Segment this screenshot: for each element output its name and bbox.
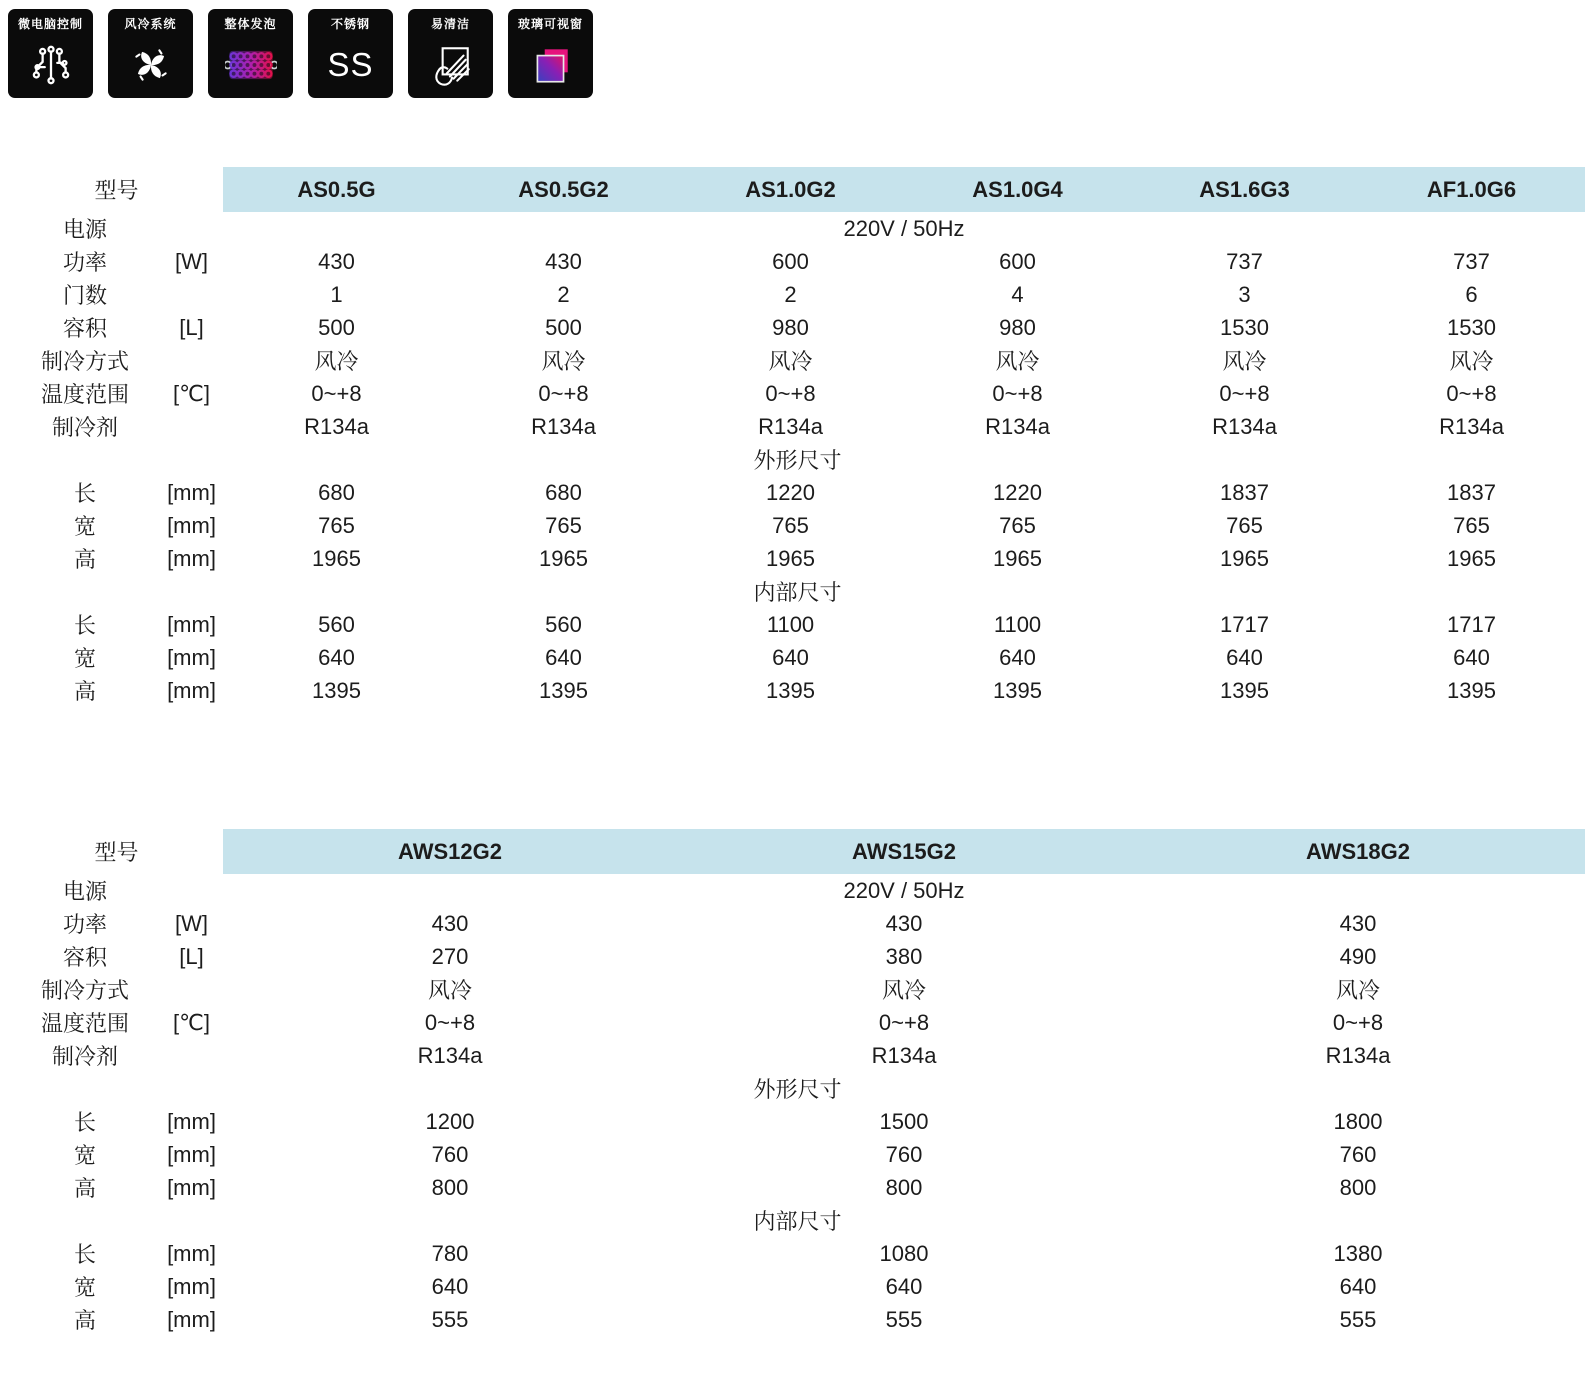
ss-text: SS xyxy=(327,46,374,83)
cell-value: 430 xyxy=(885,910,923,936)
cell-value: 0~+8 xyxy=(765,380,816,406)
cell-value: 555 xyxy=(885,1306,923,1332)
cell-value: R134a xyxy=(417,1042,483,1068)
cell-value: 640 xyxy=(431,1273,469,1299)
cell-value: 1965 xyxy=(1220,545,1269,571)
cell-value: 0~+8 xyxy=(424,1009,476,1035)
cell-value: 765 xyxy=(318,512,355,538)
cell-value: 800 xyxy=(885,1174,923,1200)
row-label: 制冷方式 xyxy=(40,349,129,374)
spec-table-2-wrap xyxy=(10,829,1585,1336)
cell-value: 风冷 xyxy=(428,978,473,1003)
feature-label: 易清洁 xyxy=(430,17,470,31)
table-row xyxy=(10,377,1585,410)
row-label: 容积 xyxy=(62,945,107,970)
table-row xyxy=(10,1270,1585,1303)
cell-value: 0~+8 xyxy=(538,380,589,406)
row-label: 温度范围 xyxy=(40,1011,129,1036)
cell-value: 640 xyxy=(318,644,355,670)
cell-value: 1100 xyxy=(993,611,1042,637)
cell-value: 1200 xyxy=(425,1108,475,1134)
table-row xyxy=(10,245,1585,278)
row-label: 长 xyxy=(73,1242,96,1267)
row-label: 宽 xyxy=(73,646,96,671)
cell-value: 490 xyxy=(1339,943,1377,969)
row-unit: [mm] xyxy=(167,479,216,505)
row-unit xyxy=(160,973,223,1006)
spec-table xyxy=(10,167,1585,707)
table-row xyxy=(10,575,1585,608)
cell-value: 270 xyxy=(431,943,469,969)
cell-value: 640 xyxy=(772,644,809,670)
table-row xyxy=(10,476,1585,509)
row-label: 高 xyxy=(73,1176,96,1201)
cell-value: 980 xyxy=(999,314,1036,340)
spec-table xyxy=(10,829,1585,1336)
table-row xyxy=(10,1105,1585,1138)
table-row xyxy=(10,443,1585,476)
cell-value: 风冷 xyxy=(1336,978,1381,1003)
row-unit: [mm] xyxy=(167,611,216,637)
feature-tile-foam xyxy=(208,9,293,98)
cell-value: 1717 xyxy=(1447,611,1496,637)
feature-label: 玻璃可视窗 xyxy=(517,17,583,31)
row-label: 容积 xyxy=(62,316,107,341)
cell-value: 765 xyxy=(1226,512,1263,538)
row-label: 高 xyxy=(73,679,96,704)
table-row xyxy=(10,874,1585,907)
cell-value: 560 xyxy=(545,611,582,637)
cell-value: 1800 xyxy=(1333,1108,1383,1134)
model-header: AS1.0G2 xyxy=(677,167,904,212)
table-row xyxy=(10,509,1585,542)
row-unit xyxy=(160,1039,223,1072)
cell-value: 1837 xyxy=(1220,479,1269,505)
cell-value: 640 xyxy=(1453,644,1490,670)
cell-value: 风冷 xyxy=(768,349,813,374)
cell-value: 980 xyxy=(772,314,809,340)
cell-value: 1965 xyxy=(993,545,1042,571)
cell-value: R134a xyxy=(304,413,369,439)
feature-label: 整体发泡 xyxy=(224,17,277,31)
cell-value: 737 xyxy=(1226,248,1263,274)
row-unit: [mm] xyxy=(167,1306,216,1332)
model-header: AS1.0G4 xyxy=(904,167,1131,212)
cell-value: 风冷 xyxy=(314,349,359,374)
cell-value: 500 xyxy=(318,314,355,340)
cell-value: 1395 xyxy=(766,677,815,703)
table-row xyxy=(10,907,1585,940)
cell-value: 1500 xyxy=(879,1108,929,1134)
row-label: 功率 xyxy=(62,912,107,937)
power-supply-value: 220V / 50Hz xyxy=(843,877,965,903)
table-row xyxy=(10,344,1585,377)
feature-tile-microcomputer xyxy=(8,9,93,98)
row-unit: [W] xyxy=(175,910,208,936)
row-label: 宽 xyxy=(73,1275,96,1300)
table-row xyxy=(10,1303,1585,1336)
cell-value: 1220 xyxy=(766,479,815,505)
row-unit: [mm] xyxy=(167,1240,216,1266)
feature-tile-air-cooling xyxy=(108,9,193,98)
table-row xyxy=(10,608,1585,641)
cell-value: R134a xyxy=(1212,413,1277,439)
cell-value: 1220 xyxy=(993,479,1042,505)
cell-value: 1965 xyxy=(312,545,361,571)
row-label: 功率 xyxy=(62,250,107,275)
model-header: AWS15G2 xyxy=(677,829,1131,874)
row-unit: [℃] xyxy=(173,380,210,406)
cell-value: 1395 xyxy=(539,677,588,703)
cell-value: 680 xyxy=(545,479,582,505)
cell-value: 6 xyxy=(1465,281,1478,307)
model-header-label: 型号 xyxy=(94,840,139,865)
cell-value: 3 xyxy=(1238,281,1251,307)
row-unit: [mm] xyxy=(167,644,216,670)
cell-value: 1395 xyxy=(312,677,361,703)
cell-value: 0~+8 xyxy=(1332,1009,1384,1035)
model-header: AWS18G2 xyxy=(1131,829,1585,874)
row-label: 制冷剂 xyxy=(51,415,118,440)
row-unit: [mm] xyxy=(167,1108,216,1134)
spec-table-1-wrap xyxy=(10,167,1585,707)
table-row xyxy=(10,973,1585,1006)
row-unit: [mm] xyxy=(167,1273,216,1299)
row-label: 长 xyxy=(73,613,96,638)
row-label: 长 xyxy=(73,481,96,506)
table-header-row xyxy=(10,167,1585,212)
stainless-steel-icon xyxy=(308,31,393,98)
feature-tile-stainless xyxy=(308,9,393,98)
feature-icon-strip xyxy=(8,9,593,98)
feature-label: 微电脑控制 xyxy=(17,17,83,31)
cell-value: 640 xyxy=(999,644,1036,670)
model-header: AS1.6G3 xyxy=(1131,167,1358,212)
air-cooling-fan-icon xyxy=(108,31,193,98)
row-unit xyxy=(160,410,223,443)
cell-value: 737 xyxy=(1453,248,1490,274)
table-row xyxy=(10,1039,1585,1072)
cell-value: 风冷 xyxy=(995,349,1040,374)
model-header: AWS12G2 xyxy=(223,829,677,874)
cell-value: 1965 xyxy=(766,545,815,571)
table-header-row xyxy=(10,829,1585,874)
cell-value: 2 xyxy=(784,281,797,307)
cell-value: R134a xyxy=(871,1042,937,1068)
table-row xyxy=(10,1204,1585,1237)
cell-value: 0~+8 xyxy=(1446,380,1497,406)
cell-value: 800 xyxy=(1339,1174,1377,1200)
model-header: AF1.0G6 xyxy=(1358,167,1585,212)
microcomputer-control-icon xyxy=(8,31,93,98)
model-header-label: 型号 xyxy=(94,178,139,203)
row-unit: [mm] xyxy=(167,512,216,538)
cell-value: 1717 xyxy=(1220,611,1269,637)
cell-value: 760 xyxy=(885,1141,923,1167)
cell-value: 555 xyxy=(1339,1306,1377,1332)
cell-value: 765 xyxy=(1453,512,1490,538)
cell-value: 1530 xyxy=(1220,314,1269,340)
feature-label: 风冷系统 xyxy=(124,17,177,31)
table-row xyxy=(10,212,1585,245)
glass-window-icon xyxy=(508,31,593,98)
cell-value: 640 xyxy=(1339,1273,1377,1299)
model-header: AS0.5G2 xyxy=(450,167,677,212)
row-label: 制冷方式 xyxy=(40,978,129,1003)
row-label: 门数 xyxy=(62,283,107,308)
cell-value: 760 xyxy=(431,1141,469,1167)
cell-value: 555 xyxy=(431,1306,469,1332)
row-label: 电源 xyxy=(62,217,107,242)
table-row xyxy=(10,940,1585,973)
cell-value: 4 xyxy=(1011,281,1024,307)
row-unit: [mm] xyxy=(167,677,216,703)
cell-value: 680 xyxy=(318,479,355,505)
cell-value: 1 xyxy=(330,281,343,307)
cell-value: 2 xyxy=(557,281,570,307)
cell-value: 风冷 xyxy=(882,978,927,1003)
cell-value: 430 xyxy=(431,910,469,936)
cell-value: 0~+8 xyxy=(1219,380,1270,406)
row-unit xyxy=(160,278,223,311)
easy-clean-icon xyxy=(408,31,493,98)
row-unit: [L] xyxy=(179,943,204,969)
cell-value: 765 xyxy=(999,512,1036,538)
model-header: AS0.5G xyxy=(223,167,450,212)
row-label: 宽 xyxy=(73,1143,96,1168)
table-row xyxy=(10,1138,1585,1171)
section-header: 内部尺寸 xyxy=(753,1209,842,1234)
table-row xyxy=(10,1006,1585,1039)
cell-value: 430 xyxy=(318,248,355,274)
cell-value: 1395 xyxy=(1220,677,1269,703)
cell-value: 640 xyxy=(885,1273,923,1299)
cell-value: 1080 xyxy=(879,1240,929,1266)
row-unit xyxy=(160,874,223,907)
table-row xyxy=(10,1237,1585,1270)
cell-value: R134a xyxy=(1325,1042,1391,1068)
row-unit: [mm] xyxy=(167,1141,216,1167)
cell-value: 780 xyxy=(431,1240,469,1266)
cell-value: 风冷 xyxy=(1449,349,1494,374)
section-header: 内部尺寸 xyxy=(753,580,842,605)
table-row xyxy=(10,674,1585,707)
table-row xyxy=(10,278,1585,311)
row-label: 高 xyxy=(73,1308,96,1333)
cell-value: 765 xyxy=(545,512,582,538)
row-unit: [mm] xyxy=(167,1174,216,1200)
cell-value: R134a xyxy=(531,413,596,439)
cell-value: 640 xyxy=(545,644,582,670)
cell-value: 560 xyxy=(318,611,355,637)
cell-value: 0~+8 xyxy=(992,380,1043,406)
feature-tile-glass-window xyxy=(508,9,593,98)
section-header: 外形尺寸 xyxy=(753,448,842,473)
cell-value: 0~+8 xyxy=(311,380,362,406)
cell-value: 1837 xyxy=(1447,479,1496,505)
cell-value: 600 xyxy=(999,248,1036,274)
cell-value: 765 xyxy=(772,512,809,538)
feature-label: 不锈钢 xyxy=(330,17,370,31)
cell-value: 640 xyxy=(1226,644,1263,670)
row-label: 高 xyxy=(73,547,96,572)
cell-value: 风冷 xyxy=(541,349,586,374)
cell-value: 1380 xyxy=(1333,1240,1383,1266)
cell-value: 1395 xyxy=(993,677,1042,703)
cell-value: 380 xyxy=(885,943,923,969)
cell-value: 500 xyxy=(545,314,582,340)
cell-value: 800 xyxy=(431,1174,469,1200)
table-row xyxy=(10,311,1585,344)
table-row xyxy=(10,542,1585,575)
table-row xyxy=(10,1072,1585,1105)
foam-insulation-icon xyxy=(208,31,293,98)
table-row xyxy=(10,410,1585,443)
section-header: 外形尺寸 xyxy=(753,1077,842,1102)
cell-value: 1965 xyxy=(1447,545,1496,571)
cell-value: 760 xyxy=(1339,1141,1377,1167)
cell-value: 1965 xyxy=(539,545,588,571)
power-supply-value: 220V / 50Hz xyxy=(843,215,965,241)
row-unit: [mm] xyxy=(167,545,216,571)
row-unit xyxy=(160,344,223,377)
cell-value: R134a xyxy=(758,413,823,439)
row-unit: [℃] xyxy=(173,1009,210,1035)
table-row xyxy=(10,641,1585,674)
cell-value: R134a xyxy=(1439,413,1504,439)
cell-value: 430 xyxy=(1339,910,1377,936)
feature-tile-easy-clean xyxy=(408,9,493,98)
row-unit xyxy=(160,212,223,245)
cell-value: 0~+8 xyxy=(878,1009,930,1035)
row-unit: [L] xyxy=(179,314,204,340)
table-row xyxy=(10,1171,1585,1204)
row-label: 长 xyxy=(73,1110,96,1135)
row-label: 温度范围 xyxy=(40,382,129,407)
row-label: 电源 xyxy=(62,879,107,904)
cell-value: R134a xyxy=(985,413,1050,439)
row-unit: [W] xyxy=(175,248,208,274)
row-label: 制冷剂 xyxy=(51,1044,118,1069)
cell-value: 600 xyxy=(772,248,809,274)
cell-value: 1530 xyxy=(1447,314,1496,340)
cell-value: 430 xyxy=(545,248,582,274)
cell-value: 1100 xyxy=(766,611,815,637)
row-label: 宽 xyxy=(73,514,96,539)
cell-value: 1395 xyxy=(1447,677,1496,703)
cell-value: 风冷 xyxy=(1222,349,1267,374)
